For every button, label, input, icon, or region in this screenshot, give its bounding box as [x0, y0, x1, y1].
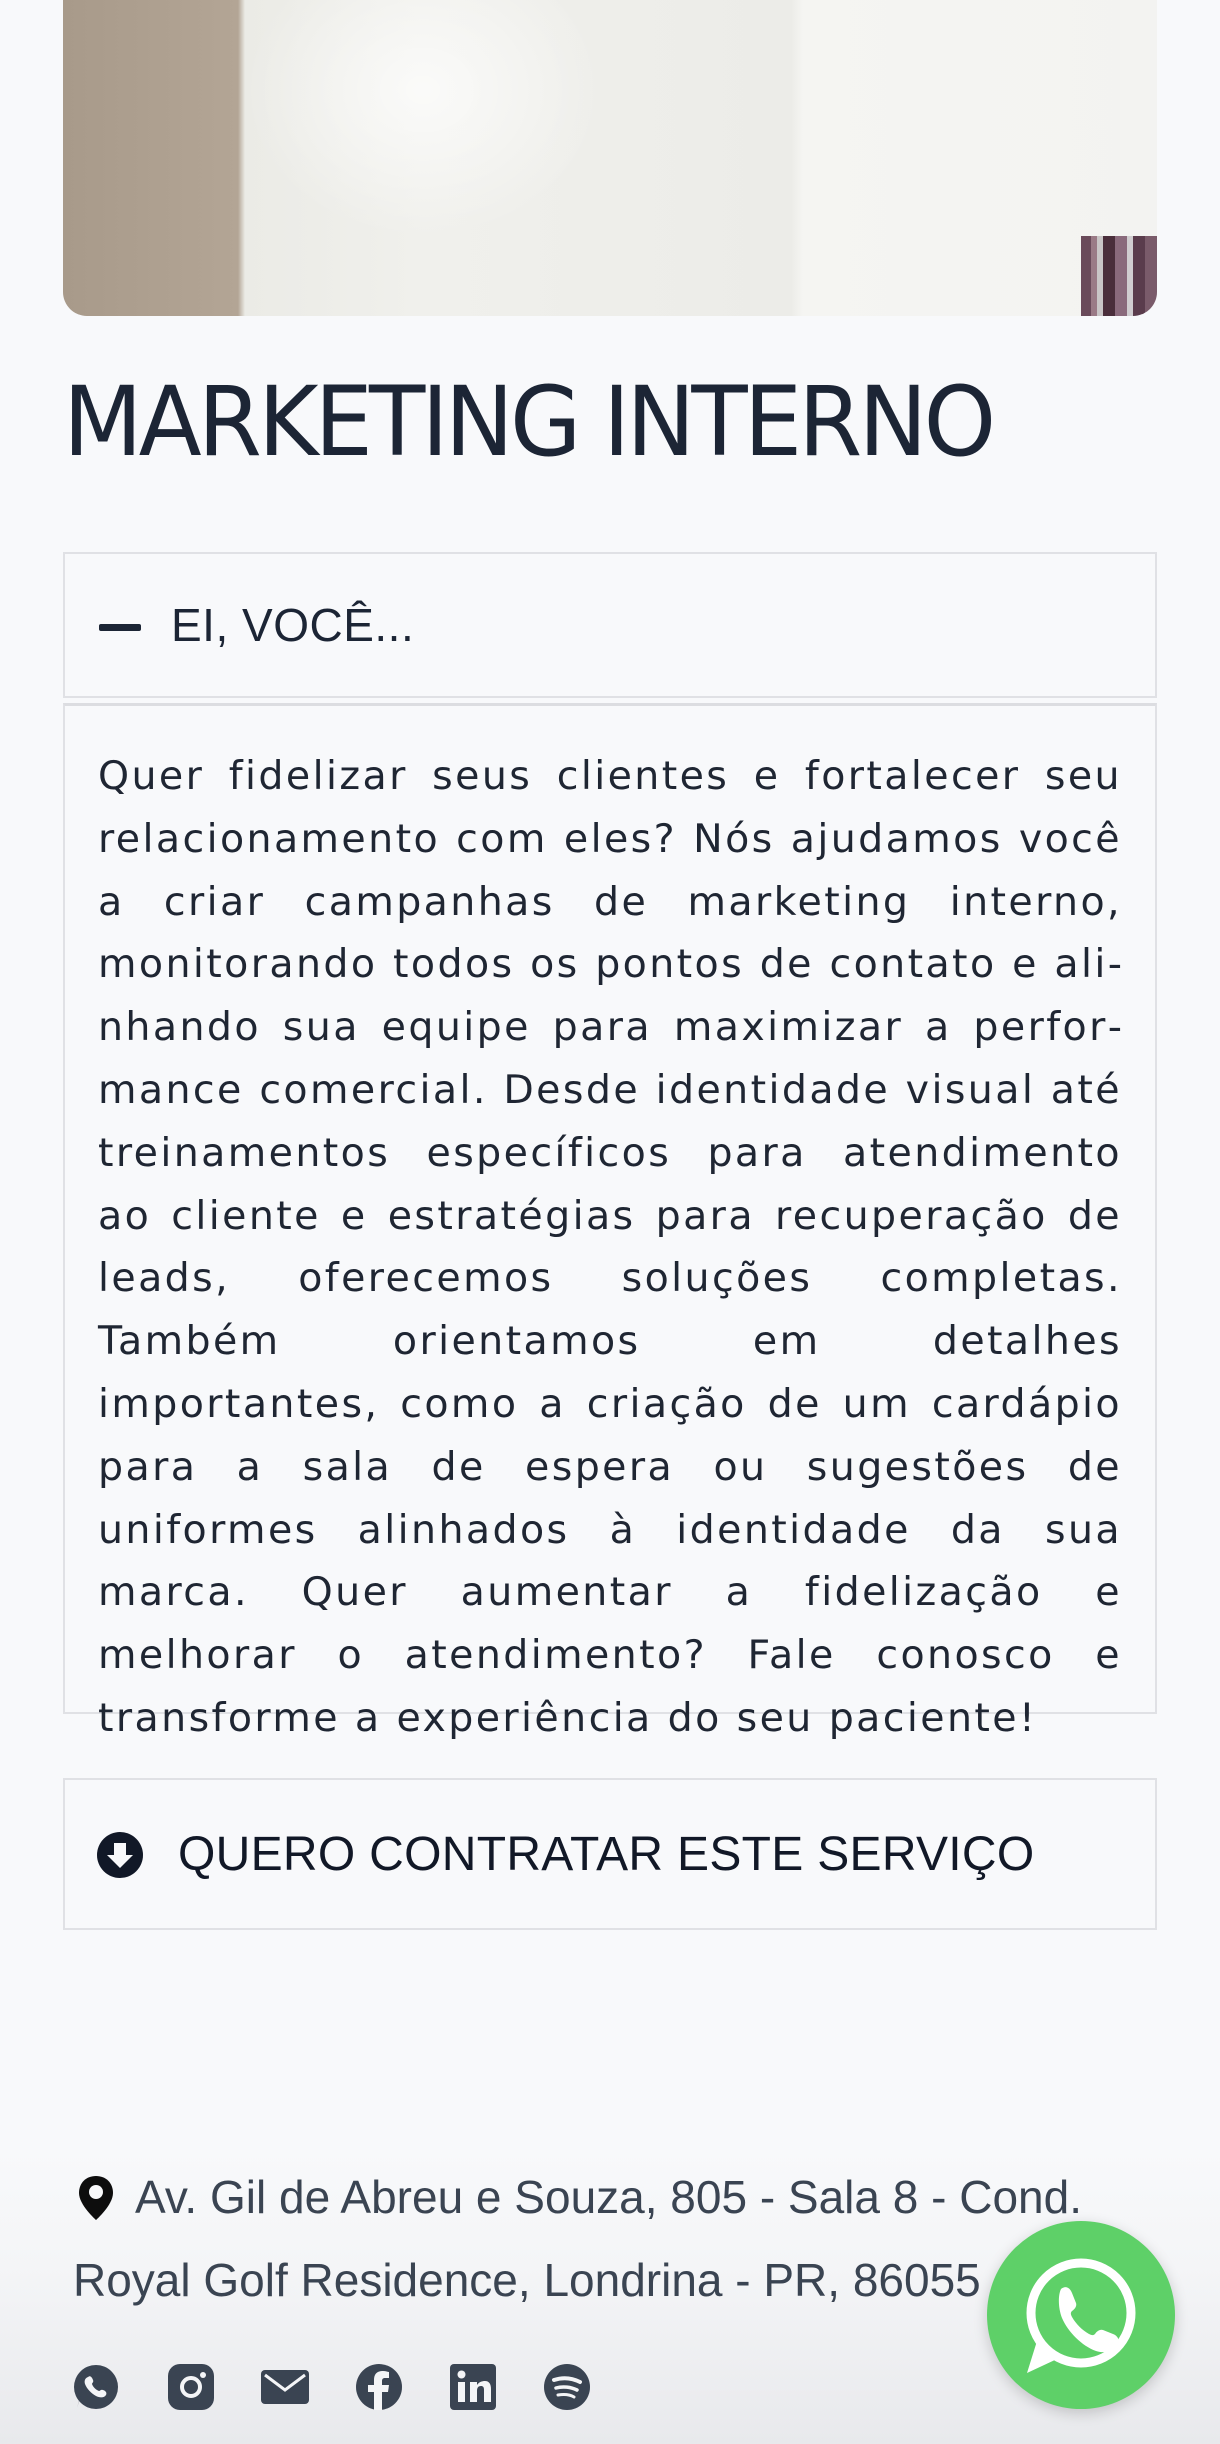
email-icon[interactable]	[260, 2362, 310, 2412]
whatsapp-icon	[1017, 2251, 1145, 2379]
page-title: MARKETING INTERNO	[63, 366, 993, 478]
minus-icon[interactable]	[99, 624, 141, 631]
accordion-body	[63, 703, 1157, 1741]
whatsapp-floating-button[interactable]	[987, 2221, 1175, 2409]
hire-service-label[interactable]: QUERO CONTRATAR ESTE SERVIÇO	[178, 1828, 1035, 1881]
accordion-text: Quer fidelizar seus clientes e fortalecer seu relacionamento com eles? Nós ajudamos você a criar campanhas de marketing interno, monitorando todos os pontos de contato e alinhando sua equipe para maximizar a performance comercial. Desde identidade visual até treinamentos específicos para atendimento ao cliente e estratégias para recuperação de leads, oferecemos soluções completas. Também orientamos em detalhes importantes, como a criação de um cardápio para a sala de espera ou sugestões de uniformes alinhados à identidade da sua marca. Quer aumentar a fidelização e melhorar o atendimento? Fale conosco e transforme a experiência do seu paciente!	[98, 753, 1122, 1741]
hero-image	[63, 0, 1157, 316]
accordion-title[interactable]: EI, VOCÊ...	[171, 599, 415, 651]
accordion-header[interactable]	[63, 552, 1157, 698]
instagram-icon[interactable]	[166, 2362, 216, 2412]
hero-books-decoration	[1081, 236, 1157, 316]
hire-service-button[interactable]	[63, 1778, 1157, 1930]
spotify-icon[interactable]	[542, 2362, 592, 2412]
arrow-circle-down-icon	[97, 1832, 143, 1878]
whatsapp-icon[interactable]	[71, 2362, 121, 2412]
facebook-icon[interactable]	[354, 2362, 404, 2412]
linkedin-icon[interactable]	[448, 2362, 498, 2412]
footer-address: Av. Gil de Abreu e Souza, 805 - Sala 8 - Cond. Royal Golf Residence, Londrina - PR, 86055	[73, 2171, 1082, 2306]
hero-light	[243, 0, 603, 240]
